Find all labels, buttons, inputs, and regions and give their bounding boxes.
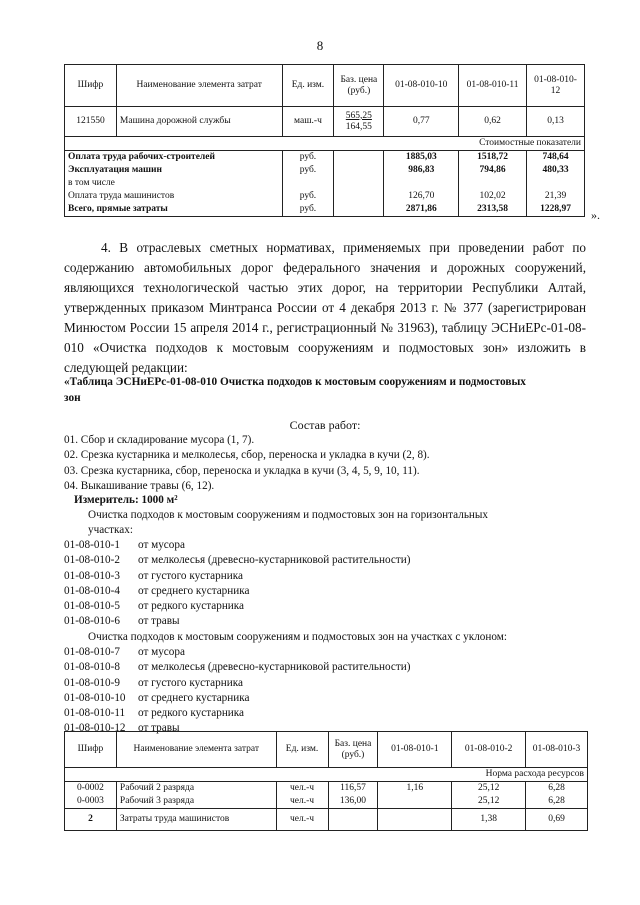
table2-header-row [65,732,588,768]
row-value-3: 0,13 [527,107,585,137]
table-row [65,808,588,830]
item-text: от травы [138,722,180,735]
table-row [65,164,585,177]
list-item: 02. Срезка кустарника и мелколесья, сбор, переноска и укладка в кучи (2, 8). [64,449,430,462]
row-value-2: 2313,58 [459,203,527,216]
row-name: Машина дорожной службы [116,107,282,137]
row-unit: руб. [282,203,334,216]
row-value-2: 1,38 [452,808,526,830]
row-value-3: 748,64 [527,151,585,164]
row-value-2: 1518,72 [459,151,527,164]
row-value-2: 794,86 [459,164,527,177]
row-value-1 [384,177,459,190]
resource-table-2 [64,731,588,831]
section-label: Норма расхода ресурсов [378,768,588,782]
item-text: от густого кустарника [138,569,243,582]
section-row [65,137,585,151]
list-item: 01. Сбор и складирование мусора (1, 7). [64,434,255,446]
row-value-3 [527,177,585,190]
table-row [65,177,585,190]
row-price: 116,57 [328,781,378,794]
row-value-3: 480,33 [527,164,585,177]
row-name: Рабочий 2 разряда [116,781,276,794]
row-code: 2 [65,808,117,830]
resource-table-1 [64,64,585,217]
item-code: 01-08-010-5 [64,600,120,613]
row-value-3: 6,28 [526,781,588,794]
list-item [64,538,410,553]
row-name: Затраты труда машинистов [116,808,276,830]
item-text: от редкого кустарника [138,707,245,720]
row-value-2 [459,177,527,190]
item-code: 01-08-010-1 [64,539,120,551]
row-name: Оплата труда машинистов [65,190,283,203]
row-price [334,107,384,137]
table-row [65,151,585,164]
price-top: 565,25 [345,110,372,121]
row-value-2: 102,02 [459,190,527,203]
item-code: 01-08-010-7 [64,646,120,658]
item-code: 01-08-010-11 [64,707,126,720]
list-item [64,691,410,706]
group1-intro-1: Очистка подходов к мостовым сооружениям и подмостовых зон на горизонтальных [88,509,489,521]
item-text: от травы [138,615,180,628]
table-row [65,190,585,203]
table-row [65,203,585,216]
list-item [64,660,410,675]
group2-intro: Очистка подходов к мостовым сооружениям и подмостовых зон на участках с уклоном: [88,631,507,643]
row-name: Рабочий 3 разряда [116,795,276,808]
list-item [64,706,410,721]
list-item [64,614,410,629]
table1-header-row [65,65,585,107]
row-unit: маш.-ч [282,107,334,137]
header-code: Шифр [65,65,117,107]
list-item [64,553,410,568]
item-text: от мусора [138,646,185,658]
row-value-3: 21,39 [527,190,585,203]
list-item [64,676,410,691]
works-list [64,433,430,494]
group2-list [64,645,410,737]
header-col3: 01-08-010-12 [527,65,585,107]
price-bottom: 164,55 [345,121,372,132]
list-item [64,599,410,614]
table-row [65,795,588,808]
row-value-3: 1228,97 [527,203,585,216]
meter-label: Измеритель: 1000 м² [74,494,178,506]
group1-intro-2: участках: [88,524,133,536]
row-code: 0-0002 [65,781,117,794]
section-row [65,768,588,782]
row-value-2: 25,12 [452,781,526,794]
item-code: 01-08-010-8 [64,661,120,674]
row-name: в том числе [65,177,283,190]
item-code: 01-08-010-3 [64,569,120,582]
item-code: 01-08-010-12 [64,722,126,735]
row-unit: чел.-ч [276,781,328,794]
table-title-line-1: «Таблица ЭСНиЕРс-01-08-010 Очистка подходов к мостовым сооружениям и подмостовых [64,376,526,388]
item-text: от густого кустарника [138,676,243,689]
item-text: от среднего кустарника [138,584,250,597]
row-value-1 [378,795,452,808]
row-value-1: 126,70 [384,190,459,203]
header-name: Наименование элемента затрат [116,732,276,768]
row-value-2: 0,62 [459,107,527,137]
section-label: Стоимостные показатели [384,137,585,151]
row-value-3: 0,69 [526,808,588,830]
row-name: Эксплуатация машин [65,164,283,177]
row-code: 0-0003 [65,795,117,808]
list-item [64,569,410,584]
item-code: 01-08-010-10 [64,691,126,704]
list-item: 04. Выкашивание травы (6, 12). [64,479,215,492]
item-text: от среднего кустарника [138,691,250,704]
closing-quote: ». [591,208,600,222]
row-value-1: 1,16 [378,781,452,794]
row-price [328,808,378,830]
row-unit: чел.-ч [276,795,328,808]
row-price: 136,00 [328,795,378,808]
page-number: 8 [316,38,324,53]
row-value-1: 1885,03 [384,151,459,164]
row-unit: руб. [282,164,334,177]
row-value-3: 6,28 [526,795,588,808]
works-heading: Состав работ: [289,418,361,432]
header-col2: 01-08-010-2 [452,732,526,768]
header-col3: 01-08-010-3 [526,732,588,768]
item-code: 01-08-010-2 [64,554,120,567]
row-unit: руб. [282,151,334,164]
header-code: Шифр [65,732,117,768]
item-code: 01-08-010-4 [64,584,120,597]
item-code: 01-08-010-9 [64,676,120,689]
row-name: Оплата труда рабочих-строителей [65,151,283,164]
row-value-1: 0,77 [384,107,459,137]
row-value-1: 986,83 [384,164,459,177]
row-value-2: 25,12 [452,795,526,808]
table-row [65,107,585,137]
item-text: от мелколесья (древесно-кустарниковой растительности) [138,554,411,567]
group1-list [64,538,410,630]
item-text: от мусора [138,539,185,551]
header-col2: 01-08-010-11 [459,65,527,107]
item-text: от редкого кустарника [138,600,245,613]
row-unit: чел.-ч [276,808,328,830]
header-name: Наименование элемента затрат [116,65,282,107]
table-row [65,781,588,794]
row-name: Всего, прямые затраты [65,203,283,216]
header-unit: Ед. изм. [282,65,334,107]
row-value-1: 2871,86 [384,203,459,216]
paragraph-4: 4. В отраслевых сметных нормативах, применяемых при проведении работ по содержанию автомобильных дорог федерального значения и дорожных сооружений, являющихся технологической частью этих дорог, на территории Республики Алтай, утвержденных приказом Минтранса России от 4 декабря 2013 г. № 377 (зарегистрирован Минюстом России 15 апреля 2014 г., регистрационный № 31963), таблицу ЭСНиЕРс-01-08-010 «Очистка подходов к мостовым сооружениям и подмостовых зон» изложить в следующей редакции: [64,240,586,375]
list-item [64,645,410,660]
row-unit: руб. [282,190,334,203]
list-item [64,584,410,599]
item-text: от мелколесья (древесно-кустарниковой растительности) [138,661,411,674]
header-price: Баз. цена (руб.) [334,65,384,107]
item-code: 01-08-010-6 [64,615,120,628]
row-value-1 [378,808,452,830]
table-title-line-2: зон [64,392,81,404]
row-unit [282,177,334,190]
header-col1: 01-08-010-10 [384,65,459,107]
table-title [64,374,594,406]
list-item: 03. Срезка кустарника, сбор, переноска и укладка в кучи (3, 4, 5, 9, 10, 11). [64,464,420,477]
header-price: Баз. цена (руб.) [328,732,378,768]
row-code: 121550 [65,107,117,137]
header-unit: Ед. изм. [276,732,328,768]
header-col1: 01-08-010-1 [378,732,452,768]
